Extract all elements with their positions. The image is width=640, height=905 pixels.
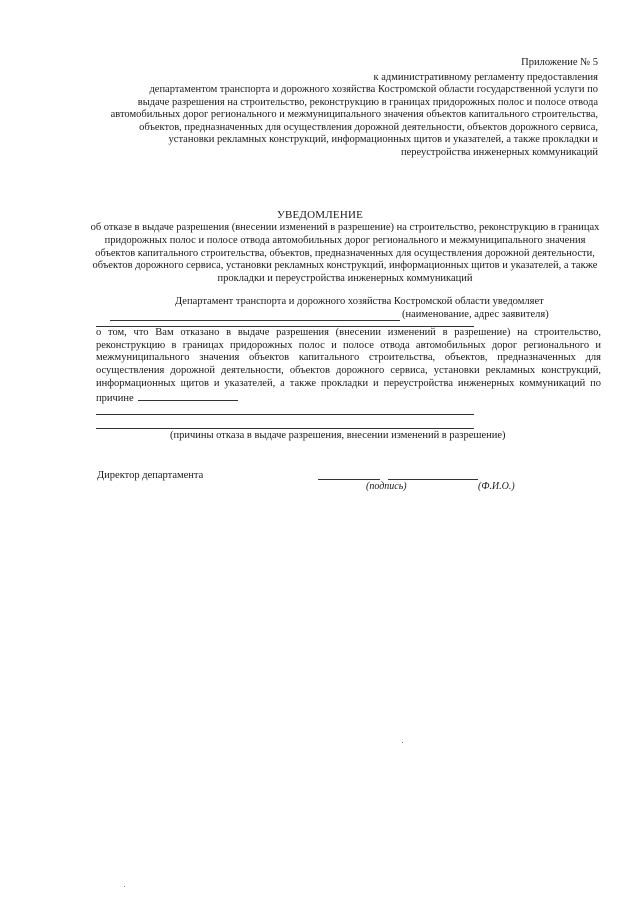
director-title: Директор департамента	[97, 470, 204, 481]
applicant-address-label: (наименование, адрес заявителя)	[402, 308, 549, 320]
appendix-line: переустройства инженерных коммуникаций	[401, 146, 598, 158]
scan-speck	[124, 886, 125, 887]
appendix-line: установки рекламных конструкций, информационных щитов и указателей, а также прокладки и	[168, 134, 598, 145]
notice-subtitle: об отказе в выдаче разрешения (внесении изменений в разрешение) на строительство, реконструкцию в границах придорожных полос и полосе отвода автомобильных дорог регионального и межмуниципального значения объектов капитального строительства, объектов, предназначенных для осуществления дорожной деятельности, объектов дорожного сервиса, установки рекламных конструкций, информационных щитов и указателей, а также прокладки и переустройства инженерных коммуникаций	[90, 222, 600, 285]
appendix-line: выдаче разрешения на строительство, реконструкцию в границах придорожных полос и полосе отвода	[137, 96, 598, 108]
reason-fill-line-3	[96, 428, 474, 429]
scan-speck	[402, 742, 403, 743]
reason-fill-line	[138, 391, 238, 401]
appendix-number: Приложение № 5	[521, 57, 598, 68]
signature-fill-line	[318, 479, 380, 480]
notice-body	[96, 327, 601, 405]
body-text: о том, что Вам отказано в выдаче разрешения (внесении изменений в разрешение) на строительство, реконструкцию в границах придорожных полос и полосе отвода автомобильных дорог регионального и межмуниципального значения объектов капитального строительства, объектов, предназначенных для осуществления дорожной деятельности, объектов дорожного сервиса, установки рекламных конструкций, информационных щитов и указателей, а также прокладки и переустройства инженерных коммуникаций по причине	[96, 327, 601, 404]
appendix-header	[78, 57, 598, 159]
appendix-line: объектов, предназначенных для осуществления дорожной деятельности, объектов дорожного сервиса,	[139, 121, 598, 133]
name-fill-line	[388, 479, 478, 480]
notice-title: УВЕДОМЛЕНИЕ	[276, 209, 364, 221]
appendix-line: департаментом транспорта и дорожного хозяйства Костромской области государственной услуги по	[149, 84, 598, 95]
reason-caption: (причины отказа в выдаче разрешения, внесении изменений в разрешение)	[170, 430, 506, 441]
signature-label: (подпись)	[366, 481, 407, 492]
department-notice-line	[140, 296, 600, 321]
appendix-line: автомобильных дорог регионального и межмуниципального значения объектов капитального строительства,	[110, 109, 598, 120]
appendix-line: к административному регламенту предоставления	[373, 71, 598, 83]
reason-fill-line-2	[96, 414, 474, 415]
name-label: (Ф.И.О.)	[478, 481, 515, 492]
applicant-fill-line	[110, 309, 400, 321]
department-text: Департамент транспорта и дорожного хозяйства Костромской области уведомляет	[175, 296, 544, 307]
